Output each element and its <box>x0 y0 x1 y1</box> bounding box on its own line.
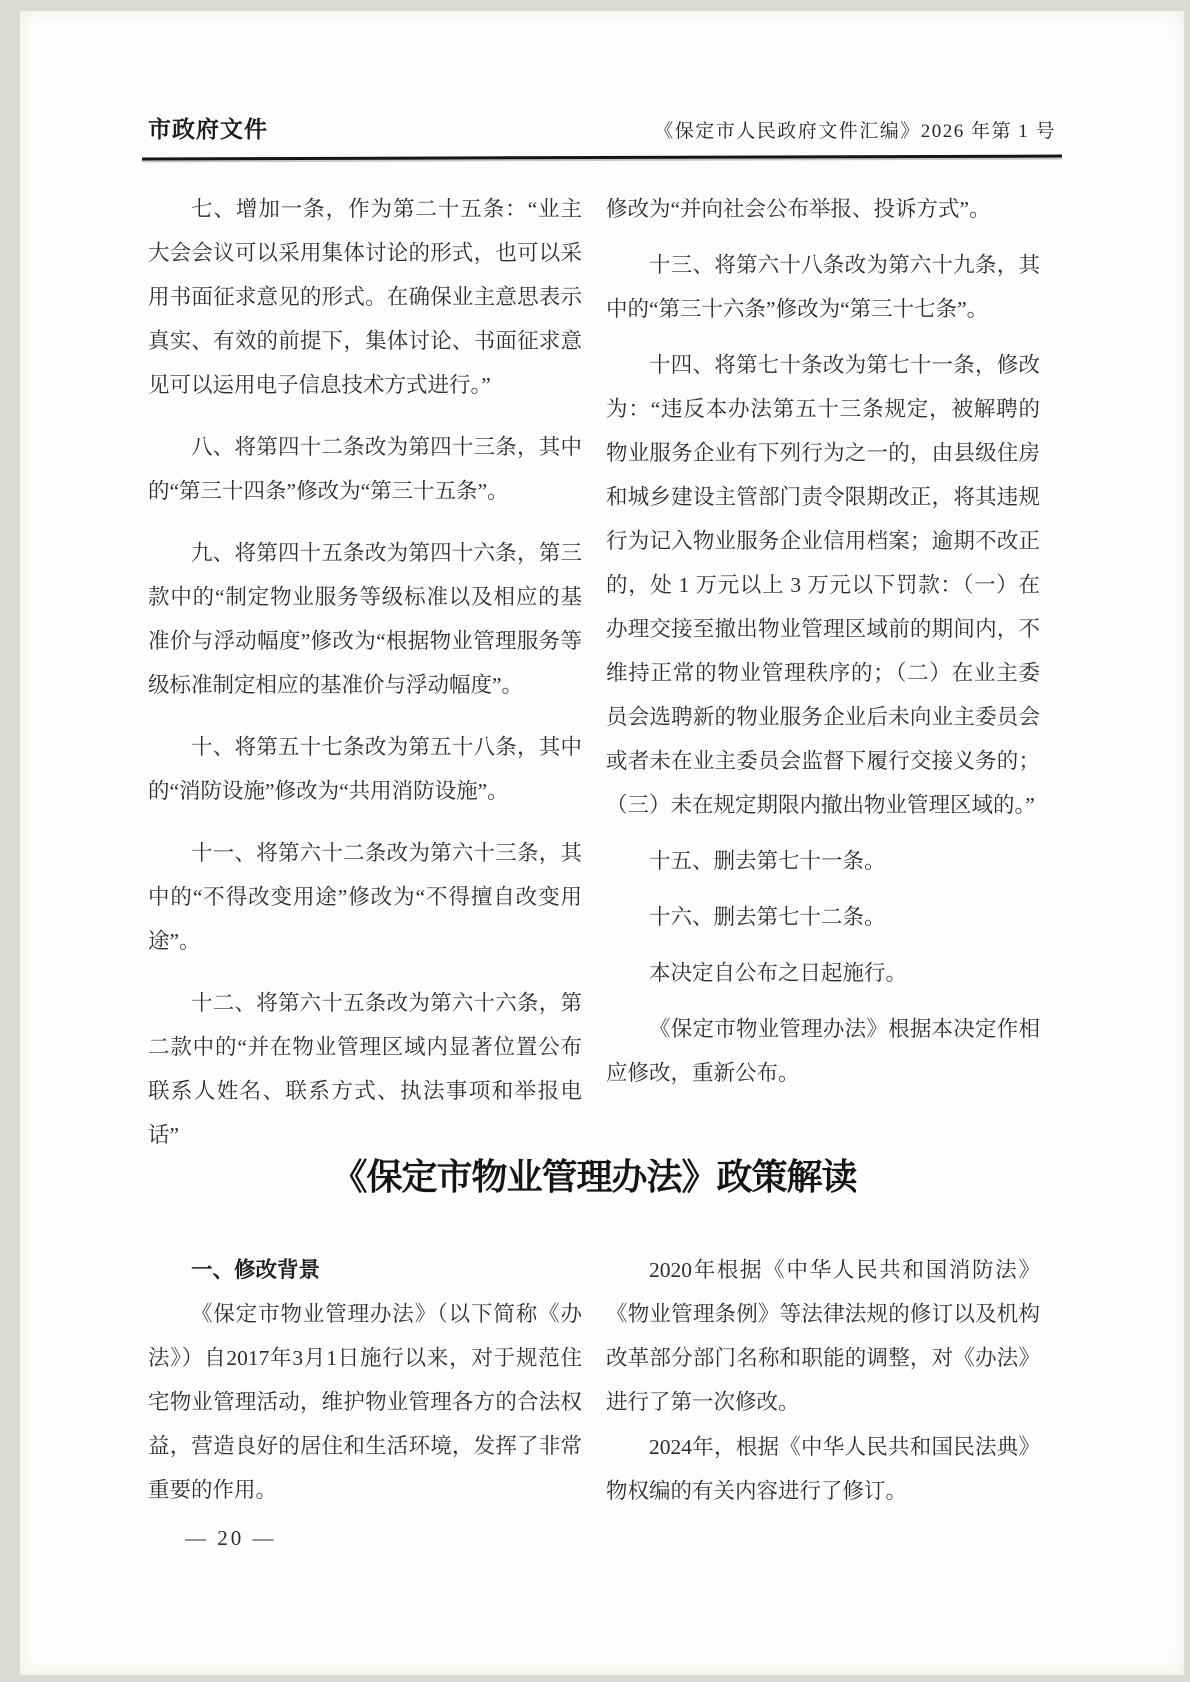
left-column <box>148 1248 582 1514</box>
paragraph-background-intro: 《保定市物业管理办法》（以下简称《办法》）自2017年3月1日施行以来，对于规范住宅物业管理活动，维护物业管理各方的合法权益，营造良好的居住和生活环境，发挥了非常重要的作用。 <box>148 1302 582 1502</box>
header-compilation-info: 《保定市人民政府文件汇编》2026 年第 1 号 <box>654 121 1056 142</box>
paragraph-amendment-11: 十一、将第六十二条改为第六十三条，其中的“不得改变用途”修改为“不得擅自改变用途”。 <box>148 841 582 953</box>
decision-amendments-section <box>148 187 1040 1157</box>
page-footer <box>185 1526 277 1551</box>
policy-interpretation-section <box>148 1248 1040 1514</box>
left-column <box>148 187 582 1157</box>
paragraph-amendment-12: 十二、将第六十五条改为第六十六条，第二款中的“并在物业管理区域内显著位置公布联系人姓名、联系方式、执法事项和举报电话” <box>148 991 582 1147</box>
header-rule <box>142 155 1062 161</box>
paragraph-amendment-8: 八、将第四十二条改为第四十三条，其中的“第三十四条”修改为“第三十五条”。 <box>148 435 582 503</box>
header-doc-category: 市政府文件 <box>148 116 268 142</box>
subsection-heading-background: 一、修改背景 <box>191 1258 321 1282</box>
paragraph-amendment-13: 十三、将第六十八条改为第六十九条，其中的“第三十六条”修改为“第三十七条”。 <box>606 253 1040 321</box>
paragraph-2024-revision: 2024年，根据《中华人民共和国民法典》物权编的有关内容进行了修订。 <box>606 1435 1040 1503</box>
paragraph-amendment-15: 十五、删去第七十一条。 <box>649 849 886 873</box>
page-header <box>148 111 1056 144</box>
right-column <box>606 187 1040 1157</box>
page-number: — 20 — <box>185 1526 277 1550</box>
paragraph-amendment-9: 九、将第四十五条改为第四十六条，第三款中的“制定物业服务等级标准以及相应的基准价与浮动幅度”修改为“根据物业管理服务等级标准制定相应的基准价与浮动幅度”。 <box>148 541 582 697</box>
policy-interpretation-title: 《保定市物业管理办法》政策解读 <box>331 1156 857 1197</box>
document-page <box>20 11 1184 1675</box>
paragraph-amendment-14: 十四、将第七十条改为第七十一条，修改为：“违反本办法第五十三条规定，被解聘的物业服务企业有下列行为之一的，由县级住房和城乡建设主管部门责令限期改正，将其违规行为记入物业服务企业信用档案；逾期不改正的，处 1 万元以上 3 万元以下罚款：（一）在办理交接至撤出物业管理区域前的期间内，不维持正常的物业管理秩序的；（二）在业主委员会选聘新的物业服务企业后未向业主委员会或者未在业主委员会监督下履行交接义务的；（三）未在规定期限内撤出物业管理区域的。” <box>606 353 1040 817</box>
paragraph-republish-note: 《保定市物业管理办法》根据本决定作相应修改，重新公布。 <box>606 1017 1040 1085</box>
paragraph-effective-date: 本决定自公布之日起施行。 <box>649 961 908 985</box>
paragraph-amendment-10: 十、将第五十七条改为第五十八条，其中的“消防设施”修改为“共用消防设施”。 <box>148 735 582 803</box>
right-column <box>606 1248 1040 1514</box>
paragraph-amendment-7: 七、增加一条，作为第二十五条：“业主大会会议可以采用集体讨论的形式，也可以采用书面征求意见的形式。在确保业主意思表示真实、有效的前提下，集体讨论、书面征求意见可以运用电子信息技术方式进行。” <box>148 197 582 397</box>
paragraph-amendment-12-continued: 修改为“并向社会公布举报、投诉方式”。 <box>606 197 991 221</box>
paragraph-2020-revision: 2020年根据《中华人民共和国消防法》《物业管理条例》等法律法规的修订以及机构改革部分部门名称和职能的调整，对《办法》进行了第一次修改。 <box>606 1258 1040 1414</box>
paragraph-amendment-16: 十六、删去第七十二条。 <box>649 905 886 929</box>
